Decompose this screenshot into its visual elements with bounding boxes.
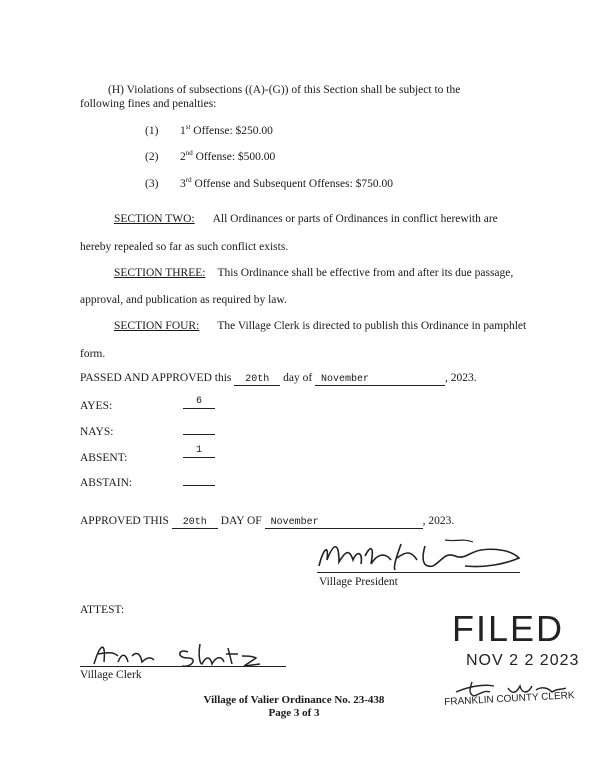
section-two-heading: SECTION TWO:	[114, 213, 195, 225]
vote-label-abstain: ABSTAIN:	[80, 477, 133, 489]
vote-value-abstain	[183, 473, 215, 486]
passed-month: November	[315, 374, 445, 386]
section-three-line1: SECTION THREE: This Ordinance shall be effective from and after its due passage,	[114, 267, 514, 279]
clerk-signature-line	[80, 666, 286, 667]
footer-ordinance-number: Village of Valier Ordinance No. 23-438	[203, 694, 385, 706]
attest-label: ATTEST:	[80, 604, 125, 616]
vote-value-ayes: 6	[183, 396, 215, 409]
passed-line: PASSED AND APPROVED this 20th day of November , 2023.	[80, 372, 477, 385]
approved-month: November	[265, 517, 423, 529]
section-two-line2: hereby repealed so far as such conflict exists.	[80, 241, 289, 253]
vote-value-absent: 1	[183, 445, 215, 458]
footer-page-number: Page 3 of 3	[268, 707, 320, 719]
section-three-line2: approval, and publication as required by law.	[80, 294, 287, 306]
president-label: Village President	[319, 576, 398, 588]
section-two-line1: SECTION TWO: All Ordinances or parts of Ordinances in conflict herewith are	[114, 213, 498, 225]
section-four-line2: form.	[80, 348, 106, 360]
penalty-item-number: (2)	[145, 151, 159, 163]
filed-stamp-county: FRANKLIN COUNTY CLERK	[444, 690, 575, 708]
section-four-heading: SECTION FOUR:	[114, 320, 200, 332]
section-h-line1: (H) Violations of subsections ((A)-(G)) of this Section shall be subject to the	[108, 84, 461, 96]
vote-label-ayes: AYES:	[80, 400, 113, 412]
filed-stamp-title: FILED	[452, 608, 565, 649]
penalty-item-text: 2nd Offense: $500.00	[180, 149, 276, 163]
penalty-item-text: 3rd Offense and Subsequent Offenses: $750.00	[180, 176, 394, 190]
vote-value-nays	[183, 422, 215, 435]
president-signature-line	[317, 572, 520, 573]
penalty-item-text: 1st Offense: $250.00	[180, 123, 273, 137]
approved-line: APPROVED THIS 20th DAY OF November , 2023.	[80, 515, 455, 528]
section-four-line1: SECTION FOUR: The Village Clerk is directed to publish this Ordinance in pamphlet	[114, 320, 527, 332]
penalty-item-number: (3)	[145, 178, 159, 190]
approved-day: 20th	[172, 517, 218, 529]
section-h-line2: following fines and penalties:	[80, 98, 217, 110]
penalty-item-number: (1)	[145, 125, 159, 137]
vote-label-absent: ABSENT:	[80, 452, 128, 464]
section-three-heading: SECTION THREE:	[114, 267, 206, 279]
clerk-label: Village Clerk	[80, 669, 142, 681]
filed-stamp-date: NOV 2 2 2023	[466, 652, 580, 669]
passed-day: 20th	[234, 374, 280, 386]
vote-label-nays: NAYS:	[80, 426, 114, 438]
